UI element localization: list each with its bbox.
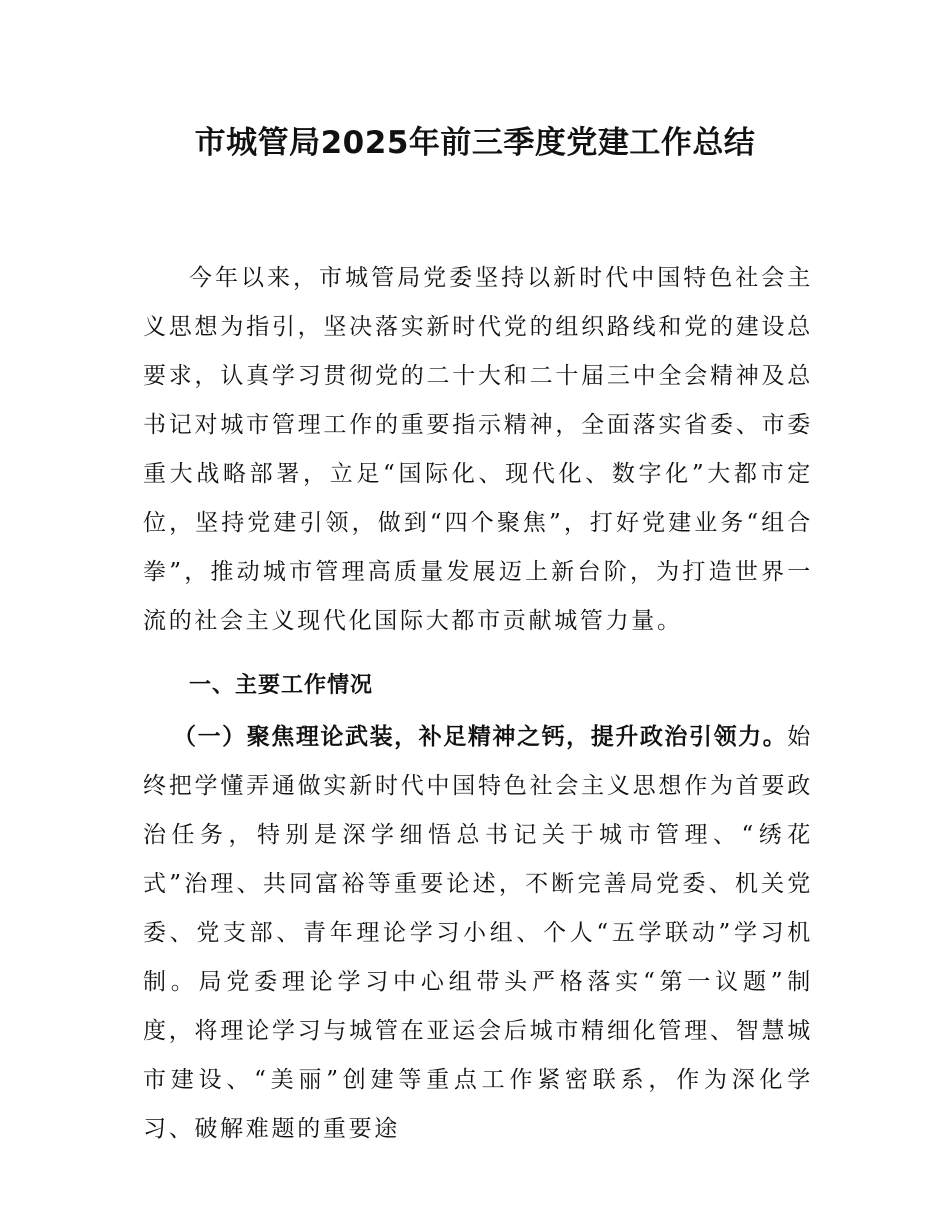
- section-heading: 一、主要工作情况: [189, 673, 374, 698]
- subsection-paragraph: [143, 713, 813, 1154]
- subsection-body: 始终把学懂弄通做实新时代中国特色社会主义思想作为首要政治任务，特别是深学细悟总书记关于城市管理、“绣花式”治理、共同富裕等重要论述，不断完善局党委、机关党委、党支部、青年理论学习小组、个人“五学联动”学习机制。局党委理论学习中心组带头严格落实“第一议题”制度，将理论学习与城管在亚运会后城市精细化管理、智慧城市建设、“美丽”创建等重点工作紧密联系，作为深化学习、破解难题的重要途: [143, 724, 813, 1142]
- subsection-heading: （一）聚焦理论武装，补足精神之钙，提升政治引领力。: [173, 724, 788, 750]
- intro-paragraph: 今年以来，市城管局党委坚持以新时代中国特色社会主义思想为指引，坚决落实新时代党的组织路线和党的建设总要求，认真学习贯彻党的二十大和二十届三中全会精神及总书记对城市管理工作的重要指示精神，全面落实省委、市委重大战略部署，立足“国际化、现代化、数字化”大都市定位，坚持党建引领，做到“四个聚焦”，打好党建业务“组合拳”，推动城市管理高质量发展迈上新台阶，为打造世界一流的社会主义现代化国际大都市贡献城管力量。: [143, 265, 813, 634]
- document-title: 市城管局2025年前三季度党建工作总结: [194, 125, 756, 161]
